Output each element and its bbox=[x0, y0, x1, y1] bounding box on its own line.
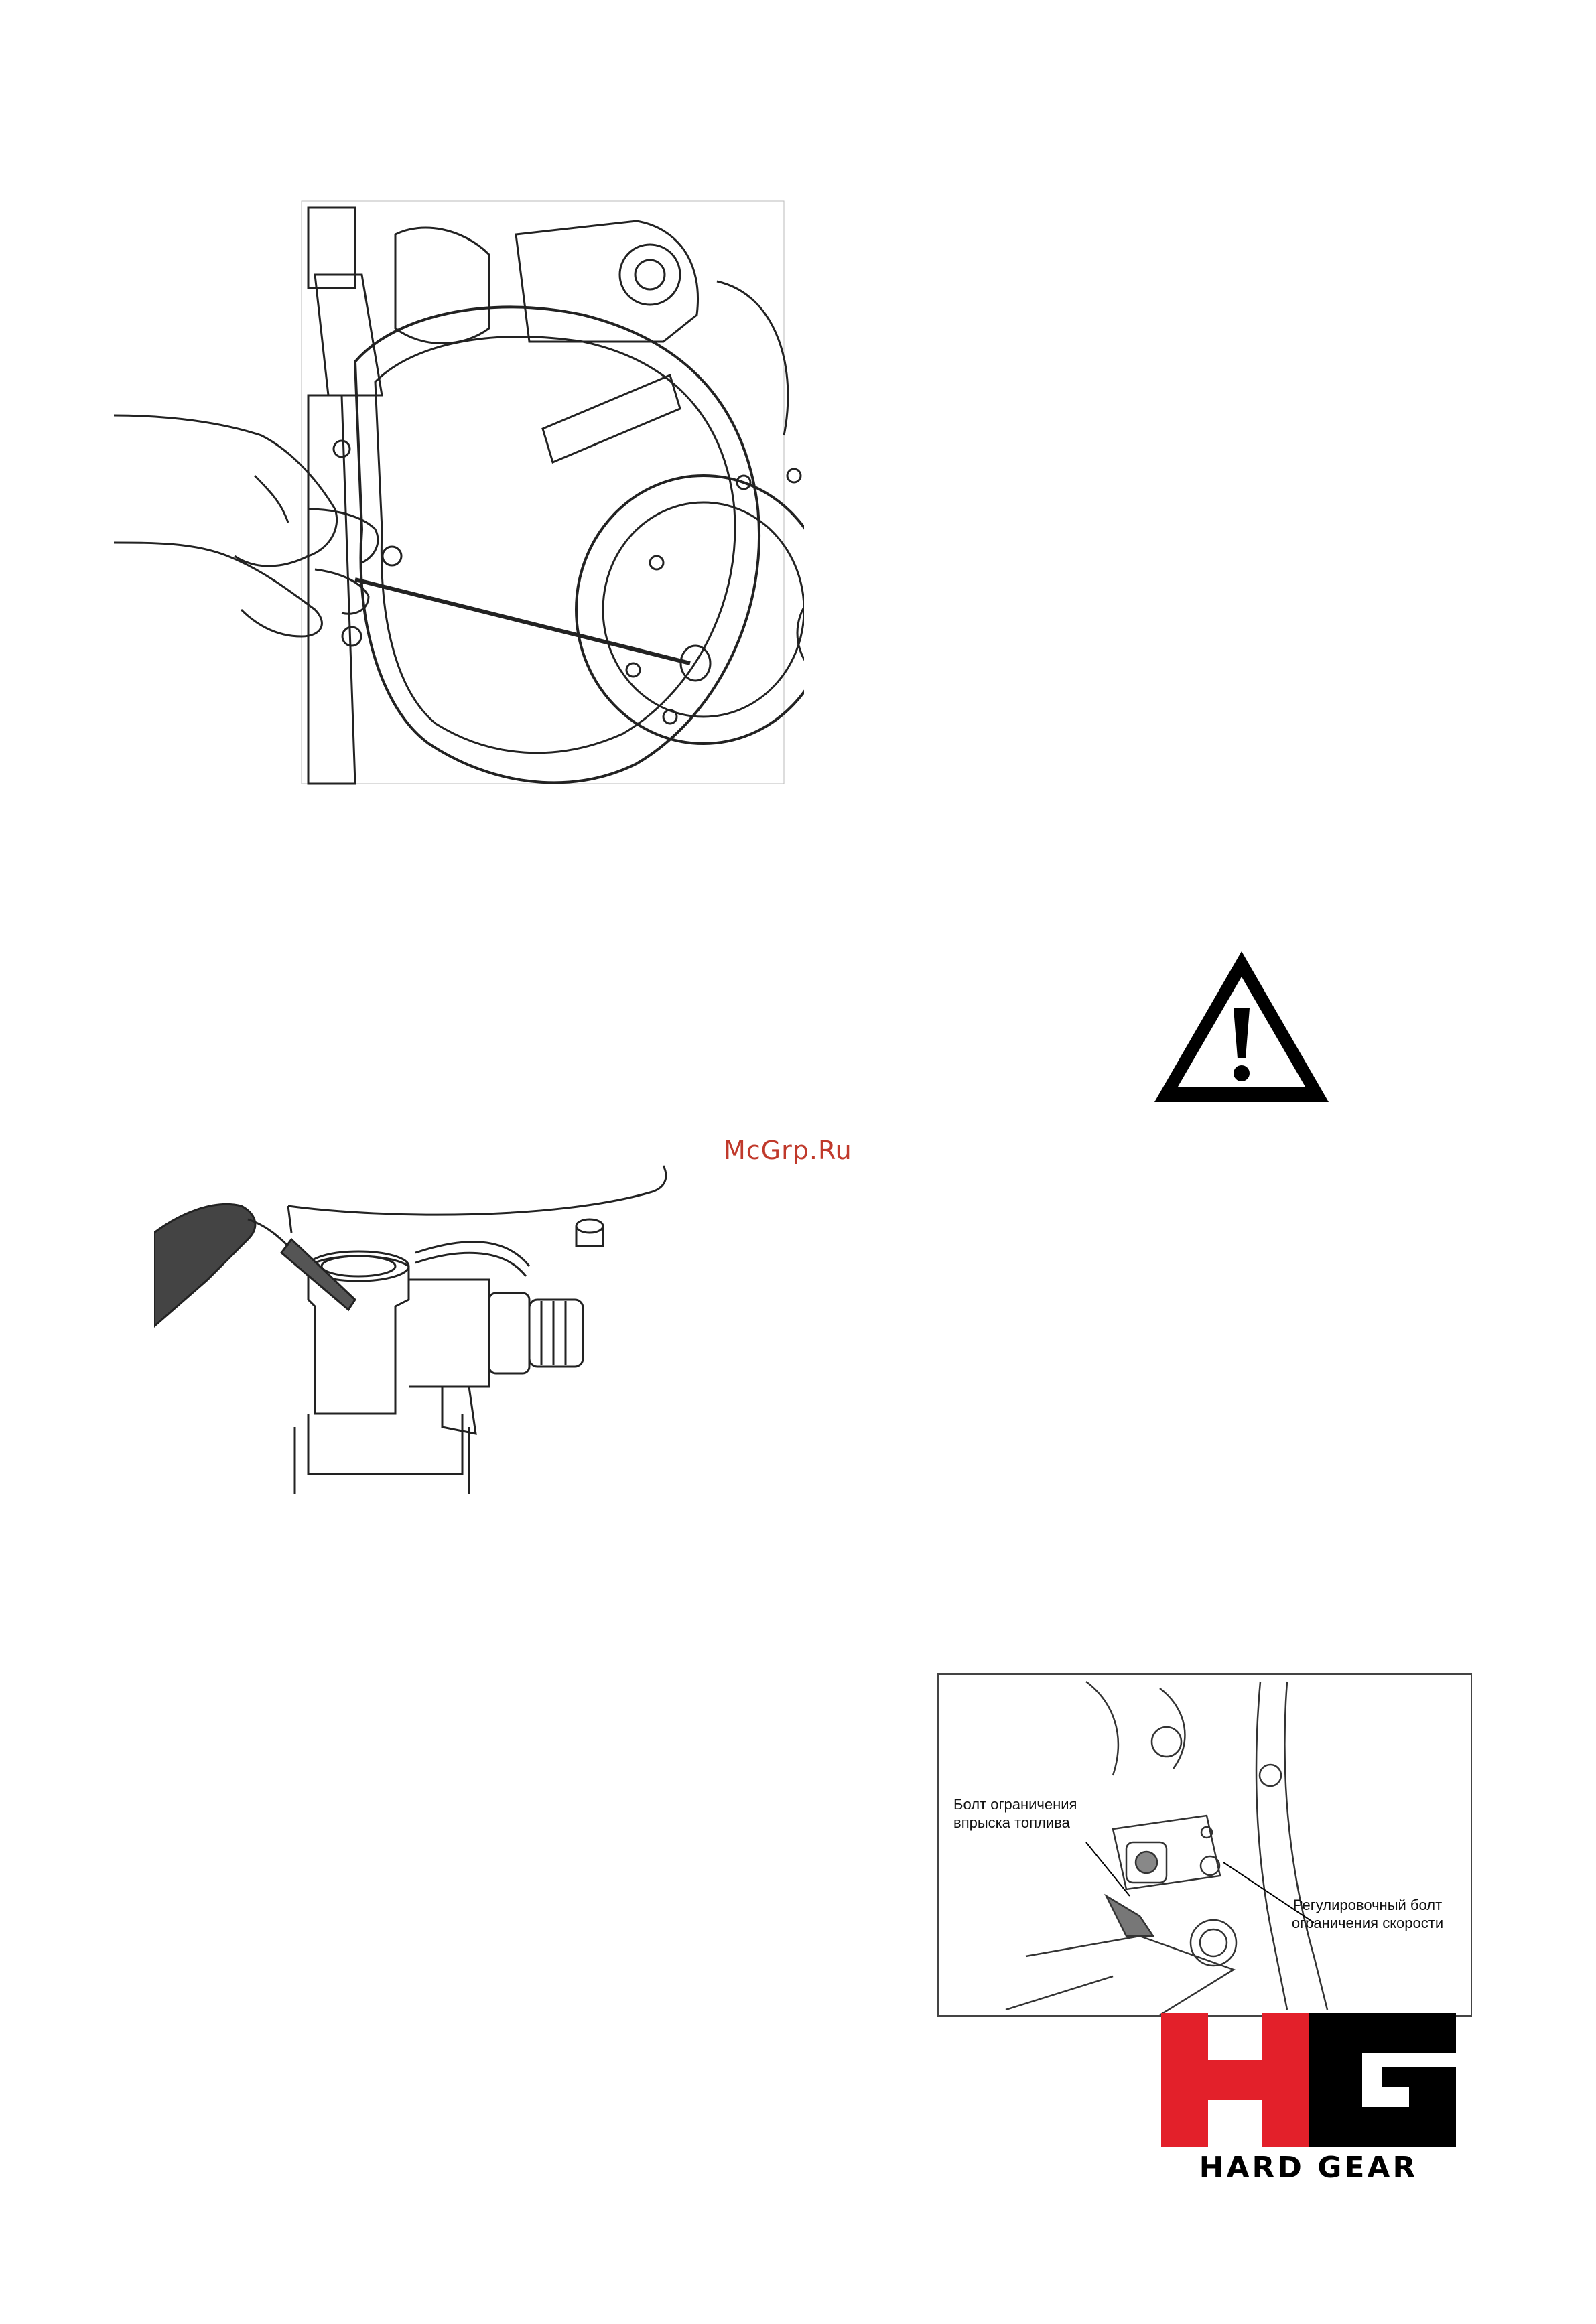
bolt-adjustment-figure bbox=[937, 1673, 1472, 2017]
brand-name: HARD GEAR bbox=[1199, 2150, 1418, 2185]
engine-dipstick-illustration-icon bbox=[114, 194, 804, 797]
fuel-filling-illustration-icon bbox=[154, 1159, 690, 1494]
watermark-text: McGrp.Ru bbox=[724, 1136, 852, 1165]
fuel-pump-photo-icon bbox=[939, 1675, 1471, 2015]
warning-sign bbox=[1148, 945, 1335, 1109]
hg-logo-icon bbox=[1161, 2013, 1456, 2147]
fuel-filling-figure bbox=[154, 1159, 690, 1494]
warning-triangle-icon bbox=[1148, 945, 1335, 1109]
speed-bolt-label: Регулировочный болт ограничения скорости bbox=[1291, 1897, 1444, 1931]
injection-bolt-label: Болт ограничения впрыска топлива bbox=[953, 1796, 1077, 1831]
engine-dipstick-figure bbox=[114, 194, 804, 797]
